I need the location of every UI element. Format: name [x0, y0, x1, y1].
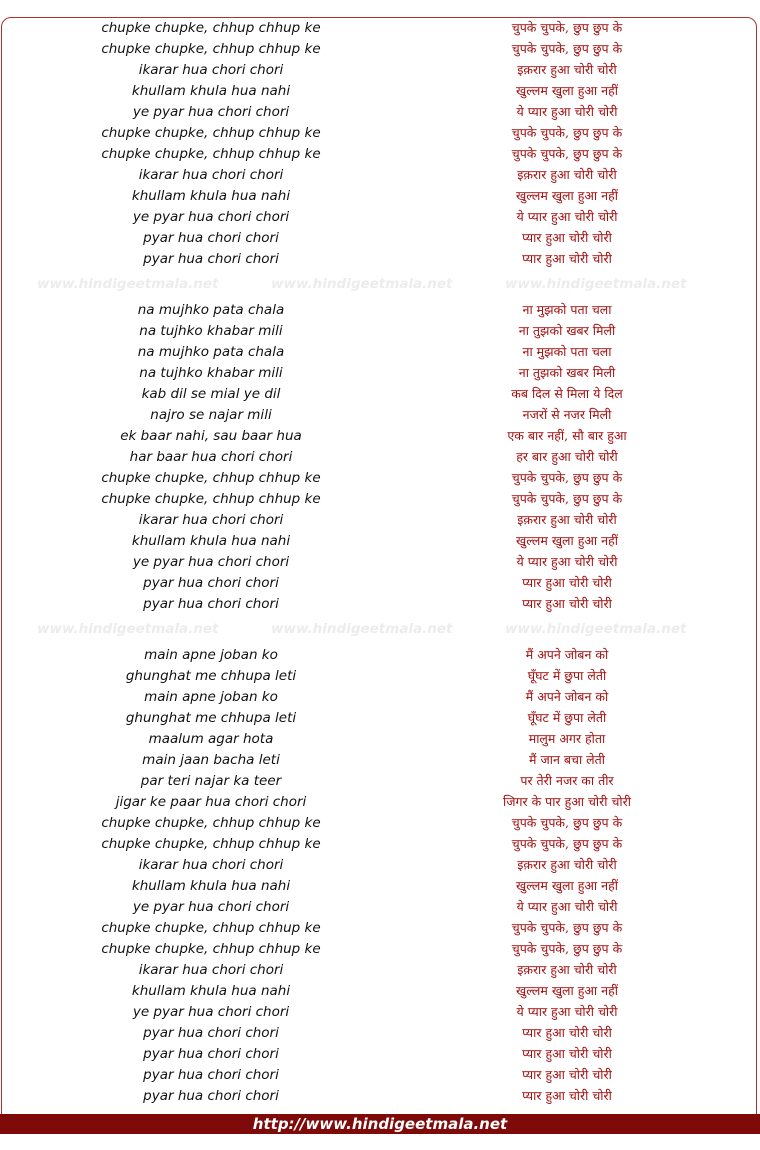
lyric-hindi: प्यार हुआ चोरी चोरी: [522, 1088, 612, 1103]
watermark-text: www.hindigeetmala.net: [37, 621, 219, 637]
lyric-english: pyar hua chori chori: [143, 1066, 279, 1083]
lyric-line: [0, 728, 760, 749]
lyric-hindi: ये प्यार हुआ चोरी चोरी: [516, 104, 618, 119]
lyric-english: na mujhko pata chala: [137, 301, 285, 318]
lyric-english: ikarar hua chori chori: [138, 166, 284, 183]
lyric-english: har baar hua chori chori: [129, 448, 293, 465]
lyric-english: chupke chupke, chhup chhup ke: [101, 469, 321, 486]
lyric-english: maalum agar hota: [148, 730, 274, 747]
lyric-hindi: ना तुझको खबर मिली: [518, 323, 616, 338]
lyric-english: khullam khula hua nahi: [131, 982, 291, 999]
lyric-english: chupke chupke, chhup chhup ke: [101, 19, 321, 36]
lyric-line: [0, 1064, 760, 1085]
lyric-line: [0, 299, 760, 320]
lyric-hindi: चुपके चुपके, छुप छुप के: [511, 941, 623, 956]
lyric-hindi: चुपके चुपके, छुप छुप के: [511, 836, 623, 851]
lyric-hindi: प्यार हुआ चोरी चोरी: [522, 596, 612, 611]
lyric-english: ikarar hua chori chori: [138, 61, 284, 78]
lyric-line: [0, 383, 760, 404]
lyric-hindi: इक़रार हुआ चोरी चोरी: [517, 857, 617, 872]
lyric-english: chupke chupke, chhup chhup ke: [101, 124, 321, 141]
lyric-english: pyar hua chori chori: [143, 250, 279, 267]
lyric-english: par teri najar ka teer: [140, 772, 282, 789]
lyric-line: [0, 17, 760, 38]
footer-bar: [0, 1114, 760, 1134]
lyric-line: [0, 1022, 760, 1043]
lyric-hindi: ना मुझको पता चला: [522, 302, 612, 317]
lyric-line: [0, 665, 760, 686]
lyric-english: ikarar hua chori chori: [138, 856, 284, 873]
lyric-hindi: खुल्लम खुला हुआ नहीं: [516, 533, 618, 548]
lyric-line: [0, 875, 760, 896]
lyric-english: main jaan bacha leti: [142, 751, 280, 768]
lyric-english: ye pyar hua chori chori: [132, 103, 290, 120]
lyric-line: [0, 164, 760, 185]
lyric-english: chupke chupke, chhup chhup ke: [101, 40, 321, 57]
lyric-hindi: कब दिल से मिला ये दिल: [511, 386, 623, 401]
lyric-hindi: चुपके चुपके, छुप छुप के: [511, 146, 623, 161]
lyric-hindi: प्यार हुआ चोरी चोरी: [522, 251, 612, 266]
lyric-english: na tujhko khabar mili: [139, 364, 283, 381]
lyric-hindi: इक़रार हुआ चोरी चोरी: [517, 167, 617, 182]
lyric-english: ikarar hua chori chori: [138, 961, 284, 978]
lyric-hindi: एक बार नहीं, सौ बार हुआ: [507, 428, 627, 443]
lyric-line: [0, 425, 760, 446]
lyric-line: [0, 572, 760, 593]
lyric-hindi: खुल्लम खुला हुआ नहीं: [516, 83, 618, 98]
lyric-line: [0, 1085, 760, 1106]
lyric-english: ghunghat me chhupa leti: [125, 667, 297, 684]
lyric-hindi: मैं अपने जोबन को: [525, 689, 609, 704]
lyric-line: [0, 248, 760, 269]
lyric-english: ghunghat me chhupa leti: [125, 709, 297, 726]
lyric-line: [0, 980, 760, 1001]
lyric-english: pyar hua chori chori: [143, 1087, 279, 1104]
lyric-english: chupke chupke, chhup chhup ke: [101, 919, 321, 936]
lyric-hindi: खुल्लम खुला हुआ नहीं: [516, 188, 618, 203]
lyric-line: [0, 551, 760, 572]
lyric-line: [0, 791, 760, 812]
lyric-english: na mujhko pata chala: [137, 343, 285, 360]
lyric-line: [0, 707, 760, 728]
lyric-english: ye pyar hua chori chori: [132, 1003, 290, 1020]
lyric-line: [0, 206, 760, 227]
lyric-line: [0, 938, 760, 959]
lyric-line: [0, 467, 760, 488]
lyric-line: [0, 101, 760, 122]
lyric-english: chupke chupke, chhup chhup ke: [101, 145, 321, 162]
lyric-line: [0, 686, 760, 707]
lyric-line: [0, 833, 760, 854]
watermark-text: www.hindigeetmala.net: [505, 621, 687, 637]
lyric-english: kab dil se mial ye dil: [141, 385, 281, 402]
lyric-english: pyar hua chori chori: [143, 229, 279, 246]
lyric-hindi: इक़रार हुआ चोरी चोरी: [517, 962, 617, 977]
lyric-hindi: प्यार हुआ चोरी चोरी: [522, 1025, 612, 1040]
lyric-english: pyar hua chori chori: [143, 1024, 279, 1041]
lyric-line: [0, 896, 760, 917]
lyric-english: main apne joban ko: [144, 646, 278, 663]
lyric-hindi: चुपके चुपके, छुप छुप के: [511, 815, 623, 830]
lyric-hindi: प्यार हुआ चोरी चोरी: [522, 1067, 612, 1082]
lyric-english: khullam khula hua nahi: [131, 187, 291, 204]
lyric-line: [0, 404, 760, 425]
watermark-text: www.hindigeetmala.net: [271, 276, 453, 292]
lyric-english: chupke chupke, chhup chhup ke: [101, 814, 321, 831]
lyric-hindi: मालुम अगर होता: [528, 731, 606, 746]
lyric-english: pyar hua chori chori: [143, 574, 279, 591]
lyric-line: [0, 38, 760, 59]
lyric-hindi: इक़रार हुआ चोरी चोरी: [517, 62, 617, 77]
lyric-english: khullam khula hua nahi: [131, 532, 291, 549]
lyric-hindi: चुपके चुपके, छुप छुप के: [511, 470, 623, 485]
lyric-english: pyar hua chori chori: [143, 595, 279, 612]
lyric-english: ek baar nahi, sau baar hua: [120, 427, 302, 444]
watermark-row: [0, 269, 760, 299]
lyric-hindi: चुपके चुपके, छुप छुप के: [511, 920, 623, 935]
lyric-english: na tujhko khabar mili: [139, 322, 283, 339]
lyric-hindi: हर बार हुआ चोरी चोरी: [516, 449, 618, 464]
lyric-hindi: ये प्यार हुआ चोरी चोरी: [516, 554, 618, 569]
lyric-english: najro se najar mili: [150, 406, 272, 423]
lyric-hindi: मैं अपने जोबन को: [525, 647, 609, 662]
lyric-english: jigar ke paar hua chori chori: [115, 793, 307, 810]
lyric-line: [0, 644, 760, 665]
lyric-english: chupke chupke, chhup chhup ke: [101, 490, 321, 507]
lyric-line: [0, 341, 760, 362]
watermark-row: [0, 614, 760, 644]
lyric-line: [0, 80, 760, 101]
lyric-hindi: इक़रार हुआ चोरी चोरी: [517, 512, 617, 527]
lyric-hindi: ये प्यार हुआ चोरी चोरी: [516, 1004, 618, 1019]
lyric-hindi: प्यार हुआ चोरी चोरी: [522, 230, 612, 245]
lyric-hindi: ना तुझको खबर मिली: [518, 365, 616, 380]
lyric-english: main apne joban ko: [144, 688, 278, 705]
lyric-english: pyar hua chori chori: [143, 1045, 279, 1062]
lyric-line: [0, 812, 760, 833]
lyric-english: chupke chupke, chhup chhup ke: [101, 940, 321, 957]
lyric-hindi: नजरों से नजर मिली: [522, 407, 612, 422]
lyric-line: [0, 320, 760, 341]
lyric-hindi: चुपके चुपके, छुप छुप के: [511, 20, 623, 35]
lyric-hindi: चुपके चुपके, छुप छुप के: [511, 491, 623, 506]
lyric-english: chupke chupke, chhup chhup ke: [101, 835, 321, 852]
lyric-line: [0, 1001, 760, 1022]
lyric-line: [0, 446, 760, 467]
lyric-english: ye pyar hua chori chori: [132, 208, 290, 225]
lyric-line: [0, 917, 760, 938]
lyric-hindi: जिगर के पार हुआ चोरी चोरी: [502, 794, 632, 809]
lyric-line: [0, 227, 760, 248]
lyric-hindi: ये प्यार हुआ चोरी चोरी: [516, 209, 618, 224]
watermark-text: www.hindigeetmala.net: [271, 621, 453, 637]
lyric-line: [0, 185, 760, 206]
lyric-hindi: ये प्यार हुआ चोरी चोरी: [516, 899, 618, 914]
lyric-line: [0, 1043, 760, 1064]
lyric-line: [0, 530, 760, 551]
lyric-hindi: खुल्लम खुला हुआ नहीं: [516, 878, 618, 893]
lyric-english: ikarar hua chori chori: [138, 511, 284, 528]
lyric-hindi: प्यार हुआ चोरी चोरी: [522, 1046, 612, 1061]
lyric-line: [0, 854, 760, 875]
footer-url[interactable]: http://www.hindigeetmala.net: [252, 1115, 508, 1133]
lyric-hindi: पर तेरी नजर का तीर: [520, 773, 614, 788]
lyric-english: ye pyar hua chori chori: [132, 898, 290, 915]
lyric-english: khullam khula hua nahi: [131, 877, 291, 894]
lyric-hindi: ना मुझको पता चला: [522, 344, 612, 359]
lyric-line: [0, 59, 760, 80]
lyric-hindi: घूँघट में छुपा लेती: [527, 668, 607, 683]
lyric-line: [0, 143, 760, 164]
lyric-line: [0, 593, 760, 614]
lyric-line: [0, 488, 760, 509]
lyric-hindi: प्यार हुआ चोरी चोरी: [522, 575, 612, 590]
lyric-hindi: चुपके चुपके, छुप छुप के: [511, 125, 623, 140]
lyric-hindi: घूँघट में छुपा लेती: [527, 710, 607, 725]
lyric-line: [0, 959, 760, 980]
lyric-line: [0, 362, 760, 383]
lyric-hindi: मैं जान बचा लेती: [529, 752, 605, 767]
lyric-hindi: चुपके चुपके, छुप छुप के: [511, 41, 623, 56]
lyric-english: khullam khula hua nahi: [131, 82, 291, 99]
lyric-line: [0, 122, 760, 143]
lyric-hindi: खुल्लम खुला हुआ नहीं: [516, 983, 618, 998]
lyrics-content: [0, 17, 760, 1106]
watermark-text: www.hindigeetmala.net: [505, 276, 687, 292]
lyric-line: [0, 770, 760, 791]
lyric-english: ye pyar hua chori chori: [132, 553, 290, 570]
lyric-line: [0, 749, 760, 770]
lyric-line: [0, 509, 760, 530]
watermark-text: www.hindigeetmala.net: [37, 276, 219, 292]
